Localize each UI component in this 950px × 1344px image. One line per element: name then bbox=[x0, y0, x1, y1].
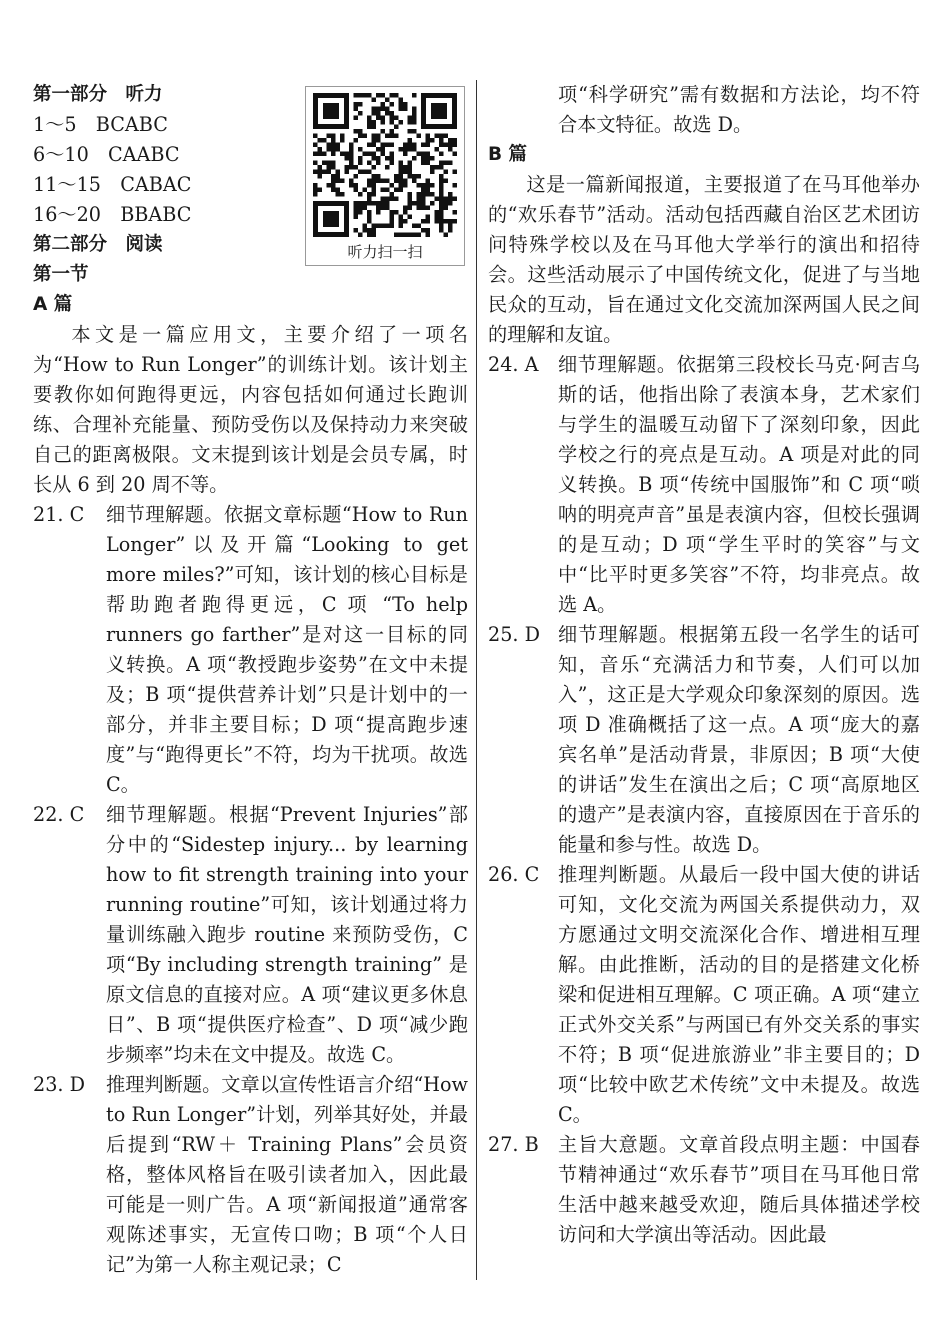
column-divider bbox=[476, 80, 477, 1280]
question-number: 23. D bbox=[33, 1073, 85, 1096]
question-item bbox=[33, 500, 468, 800]
question-number: 25. D bbox=[488, 623, 540, 646]
question-number: 24. A bbox=[488, 353, 539, 376]
question-explanation: 细节理解题。根据第五段一名学生的话可知，音乐“充满活力和节奏，人们可以加入”，这正是大学观众印象深刻的原因。选项 D 准确概括了这一点。A 项“庞大的嘉宾名单”是活动背景，非原因；B 项“大使的讲话”发生在演出之后；C 项“高原地区的遗产”是表演内容，直接原因在于音乐的能量和参与性。故选 D。 bbox=[558, 623, 920, 856]
section-heading: 第一节 bbox=[33, 264, 89, 285]
qr-code-icon bbox=[311, 91, 459, 239]
part2-heading: 第二部分 阅读 bbox=[33, 234, 163, 255]
question-number: 27. B bbox=[488, 1133, 539, 1156]
passage-a-intro: 本文是一篇应用文，主要介绍了一项名为“How to Run Longer”的训练计划。该计划主要教你如何跑得更远，内容包括如何通过长跑训练、合理补充能量、预防受伤以及保持动力来突破自己的距离极限。文末提到该计划是会员专属，时长从 6 到 20 周不等。 bbox=[33, 323, 468, 496]
question-explanation: 细节理解题。依据文章标题“How to Run Longer”以及开篇“Looking to get more miles?”可知，该计划的核心目标是帮助跑者跑得更远，C 项 “To help runners go farther”是对这一目标的同义转换。A 项“教授跑步姿势”在文中未提及；B 项“提供营养计划”只是计划中的一部分，并非主要目标；D 项“提高跑步速度”与“跑得更长”不符，均为干扰项。故选 C。 bbox=[106, 503, 468, 796]
answer-row: 11～15 CABAC bbox=[33, 173, 192, 196]
question-number: 26. C bbox=[488, 863, 540, 886]
question-explanation: 推理判断题。从最后一段中国大使的讲话可知，文化交流为两国关系提供动力，双方愿通过文明交流深化合作、增进相互理解。由此推断，活动的目的是搭建文化桥梁和促进相互理解。C 项正确。A 项“建立正式外交关系”与两国已有外交关系的事实不符；B 项“促进旅游业”非主要目的；D 项“比较中欧艺术传统”文中未提及。故选 C。 bbox=[558, 863, 920, 1126]
passage-a-heading: A 篇 bbox=[33, 294, 73, 315]
passage-b-intro: 这是一篇新闻报道，主要报道了在马耳他举办的“欢乐春节”活动。活动包括西藏自治区艺术团访问特殊学校以及在马耳他大学举行的演出和招待会。这些活动展示了中国传统文化，促进了与当地民众的互动，旨在通过文化交流加深两国人民之间的理解和友谊。 bbox=[488, 173, 920, 346]
passage-b-heading: B 篇 bbox=[488, 144, 528, 165]
right-column bbox=[488, 80, 920, 1250]
question-explanation: 细节理解题。依据第三段校长马克·阿吉乌斯的话，他指出除了表演本身，艺术家们与学生的温暖互动留下了深刻印象，因此学校之行的亮点是互动。A 项是对此的同义转换。B 项“传统中国服饰”和 C 项“唢呐的明亮声音”虽是表演内容，但校长强调的是互动；D 项“学生平时的笑容”与文中“比平时更多笑容”不符，均非亮点。故选 A。 bbox=[558, 353, 920, 616]
qr-code-label: 听力扫一扫 bbox=[347, 243, 423, 261]
continued-explanation: 项“科学研究”需有数据和方法论，均不符合本文特征。故选 D。 bbox=[558, 83, 920, 136]
question-explanation: 主旨大意题。文章首段点明主题：中国春节精神通过“欢乐春节”项目在马耳他日常生活中越来越受欢迎，随后具体描述学校访问和大学演出等活动。因此最 bbox=[558, 1133, 920, 1246]
answer-row: 1～5 BCABC bbox=[33, 113, 168, 136]
question-number: 22. C bbox=[33, 803, 85, 826]
question-item bbox=[33, 1070, 468, 1280]
question-item bbox=[488, 620, 920, 860]
question-item bbox=[488, 350, 920, 620]
question-item bbox=[488, 1130, 920, 1250]
answer-row: 6～10 CAABC bbox=[33, 143, 180, 166]
question-number: 21. C bbox=[33, 503, 85, 526]
question-item bbox=[33, 800, 468, 1070]
qr-code-box[interactable] bbox=[305, 86, 465, 266]
answer-row: 16～20 BBABC bbox=[33, 203, 192, 226]
question-explanation: 细节理解题。根据“Prevent Injuries”部分中的“Sidestep injury... by learning how to fit strength training into your running routine”可知，该计划通过将力量训练融入跑步 routine 来预防受伤，C 项“By including strength training” 是原文信息的直接对应。A 项“建议更多休息日”、B 项“提供医疗检查”、D 项“减少跑步频率”均未在文中提及。故选 C。 bbox=[106, 803, 468, 1066]
question-explanation: 推理判断题。文章以宣传性语言介绍“How to Run Longer”计划，列举其好处，并最后提到“RW＋ Training Plans”会员资格，整体风格旨在吸引读者加入，因此最可能是一则广告。A 项“新闻报道”通常客观陈述事实，无宣传口吻；B 项“个人日记”为第一人称主观记录；C bbox=[106, 1073, 468, 1276]
question-item bbox=[488, 860, 920, 1130]
part1-heading: 第一部分 听力 bbox=[33, 84, 163, 105]
